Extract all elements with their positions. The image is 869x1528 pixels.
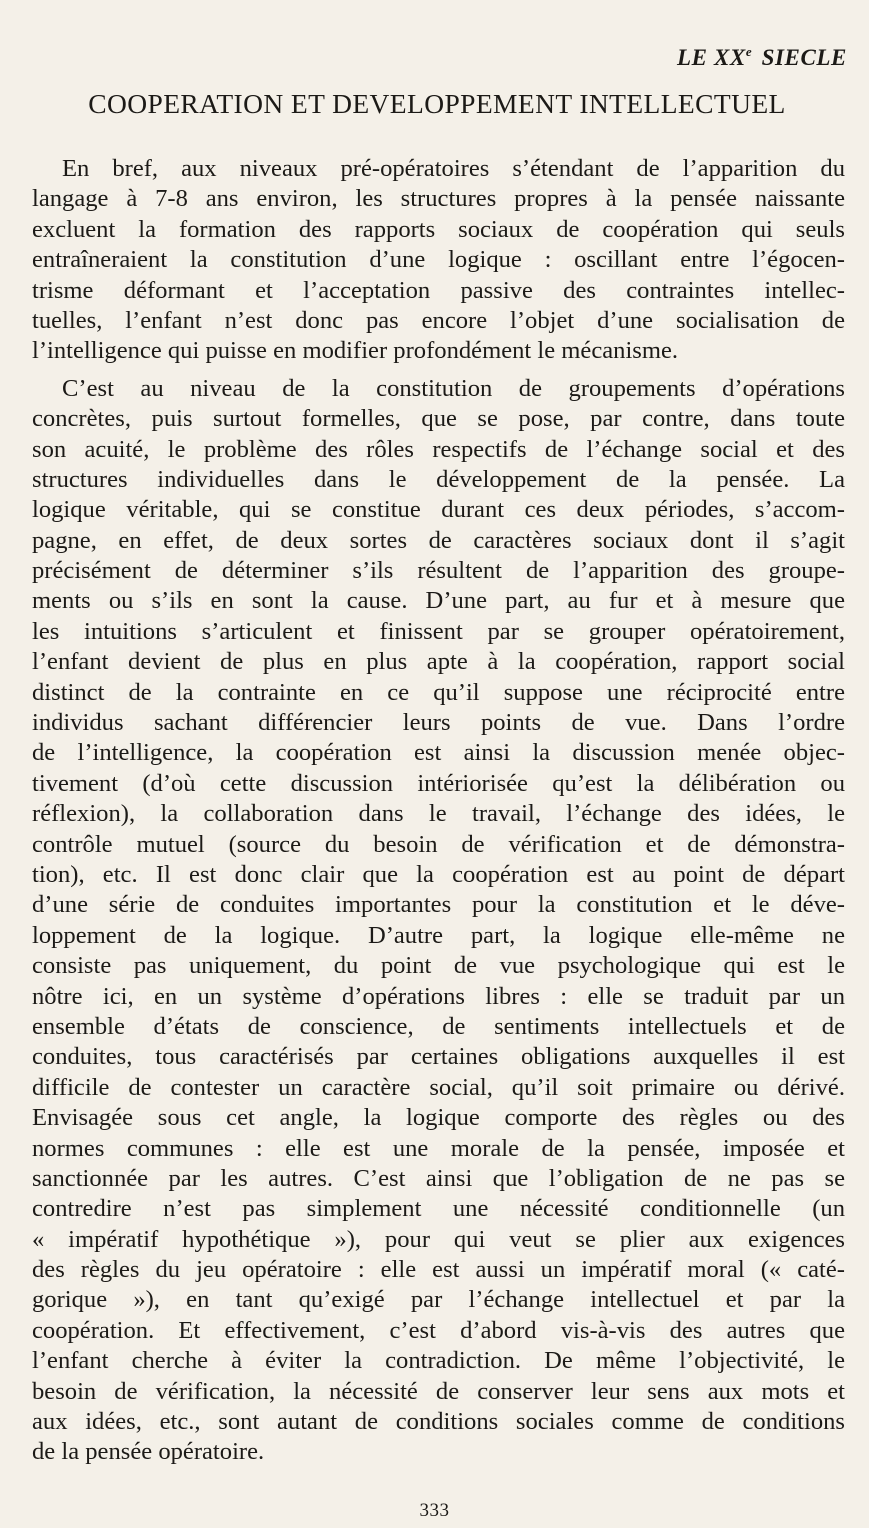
text-line: concrètes, puis surtout formelles, que se pose, par contre, dans toute [32,405,845,433]
text-line: tion), etc. Il est donc clair que la coopération est au point de départ [32,860,845,888]
running-head-superscript: e [745,44,753,59]
text-line: langage à 7-8 ans environ, les structures propres à la pensée naissante [32,185,845,213]
text-line: tuelles, l’enfant n’est donc pas encore l’objet d’une socialisation de [32,306,845,334]
text-line: contrôle mutuel (source du besoin de vérification et de démonstra- [32,830,845,858]
text-line: les intuitions s’articulent et finissent par se grouper opératoirement, [32,617,845,645]
text-line: structures individuelles dans le développement de la pensée. La [32,465,845,493]
body-text [32,154,845,1475]
text-line: Envisagée sous cet angle, la logique comporte des règles ou des [32,1104,845,1132]
text-line: ensemble d’états de conscience, de sentiments intellectuels et de [32,1012,845,1040]
text-line: l’enfant devient de plus en plus apte à la coopération, rapport social [32,648,845,676]
text-line: individus sachant différencier leurs points de vue. Dans l’ordre [32,709,845,737]
text-line: son acuité, le problème des rôles respectifs de l’échange social et des [32,435,845,463]
text-line: tivement (d’où cette discussion intériorisée qu’est la délibération ou [32,769,845,797]
text-line: réflexion), la collaboration dans le travail, l’échange des idées, le [32,800,845,828]
text-line: entraîneraient la constitution d’une logique : oscillant entre l’égocen- [32,246,845,274]
text-line: aux idées, etc., sont autant de conditions sociales comme de conditions [32,1408,845,1436]
text-line: gorique »), en tant qu’exigé par l’échange intellectuel et par la [32,1286,845,1314]
text-line: consiste pas uniquement, du point de vue psychologique qui est le [32,952,845,980]
running-head-prefix: LE XX [677,45,746,70]
text-line: d’une série de conduites importantes pour la constitution et le déve- [32,891,845,919]
text-line: l’enfant cherche à éviter la contradiction. De même l’objectivité, le [32,1347,845,1375]
text-line: sanctionnée par les autres. C’est ainsi que l’obligation de ne pas se [32,1164,845,1192]
text-line: contredire n’est pas simplement une nécessité conditionnelle (un [32,1195,845,1223]
text-line: coopération. Et effectivement, c’est d’abord vis-à-vis des autres que [32,1316,845,1344]
text-line: distinct de la contrainte en ce qu’il suppose une réciprocité entre [32,678,845,706]
text-line: trisme déformant et l’acceptation passive des contraintes intellec- [32,276,845,304]
text-line: loppement de la logique. D’autre part, la logique elle-même ne [32,921,845,949]
text-line: excluent la formation des rapports sociaux de coopération qui seuls [32,215,845,243]
text-line: logique véritable, qui se constitue durant ces deux périodes, s’accom- [32,496,845,524]
text-line: difficile de contester un caractère social, qu’il soit primaire ou dérivé. [32,1073,845,1101]
text-line: « impératif hypothétique »), pour qui veut se plier aux exigences [32,1225,845,1253]
text-line: normes communes : elle est une morale de la pensée, imposée et [32,1134,845,1162]
text-line: En bref, aux niveaux pré-opératoires s’étendant de l’apparition du [62,155,845,182]
text-line: de l’intelligence, la coopération est ainsi la discussion menée objec- [32,739,845,767]
running-head-suffix: SIECLE [761,45,847,70]
running-head [677,44,847,71]
text-line: C’est au niveau de la constitution de groupements d’opérations [62,374,845,402]
text-line: pagne, en effet, de deux sortes de caractères sociaux dont il s’agit [32,526,845,554]
paragraph-1 [32,154,845,367]
page-number: 333 [419,1500,450,1521]
text-line: des règles du jeu opératoire : elle est aussi un impératif moral (« caté- [32,1256,845,1284]
text-line: ments ou s’ils en sont la cause. D’une part, au fur et à mesure que [32,587,845,615]
text-line: de la pensée opératoire. [32,1438,265,1466]
text-line: précisément de déterminer s’ils résultent de l’apparition des groupe- [32,557,845,585]
text-line: besoin de vérification, la nécessité de conserver leur sens aux mots et [32,1377,845,1405]
text-line: l’intelligence qui puisse en modifier profondément le mécanisme. [32,337,679,365]
text-line: nôtre ici, en un système d’opérations libres : elle se traduit par un [32,982,845,1010]
chapter-title: COOPERATION ET DEVELOPPEMENT INTELLECTUEL [88,88,786,119]
text-line: conduites, tous caractérisés par certaines obligations auxquelles il est [32,1043,845,1071]
paragraph-2 [32,374,845,1468]
